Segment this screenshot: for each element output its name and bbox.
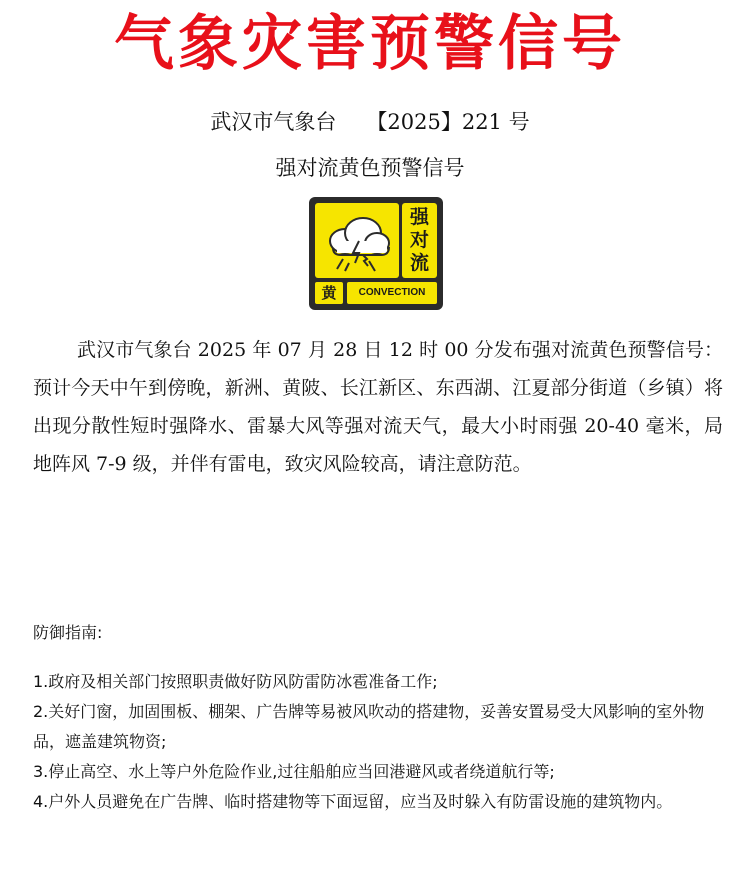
guidance-list — [33, 667, 728, 817]
guidance-item: 2.关好门窗，加固围板、棚架、广告牌等易被风吹动的搭建物，妥善安置易受大风影响的室外物品，遮盖建筑物资; — [33, 702, 705, 751]
issuer-line — [0, 106, 740, 138]
warning-body-text: 武汉市气象台 2025 年 07 月 28 日 12 时 00 分发布强对流黄色预警信号：预计今天中午到傍晚，新洲、黄陂、长江新区、东西湖、江夏部分街道（乡镇）将出现分散性短时强降水、雷暴大风等强对流天气，最大小时雨强 20-40 毫米，局地阵风 7-9 级，并伴有雷电，致灾风险较高，请注意防范。 — [33, 339, 723, 475]
issuer-name: 武汉市气象台 — [210, 110, 337, 134]
icon-char: 强 — [409, 206, 429, 228]
guidance-item: 4.户外人员避免在广告牌、临时搭建物等下面逗留，应当及时躲入有防雷设施的建筑物内。 — [33, 792, 673, 811]
icon-level-label: 黄 — [315, 282, 343, 304]
banner-title: 气象灾害预警信号 — [114, 9, 626, 79]
warning-signal-icon — [309, 197, 443, 310]
icon-char: 对 — [409, 229, 429, 251]
icon-type-characters — [402, 203, 437, 278]
guidance-item: 3.停止高空、水上等户外危险作业,过往船舶应当回港避风或者绕道航行等; — [33, 762, 555, 781]
document-number: 【2025】221 号 — [366, 110, 530, 134]
guidance-item: 1.政府及相关部门按照职责做好防风防雷防冰雹准备工作; — [33, 672, 438, 691]
thunderstorm-cloud-icon — [315, 203, 399, 278]
icon-pictogram-panel — [315, 203, 399, 278]
icon-type-label: CONVECTION — [347, 282, 437, 304]
guidance-heading: 防御指南: — [33, 623, 103, 642]
signal-name: 强对流黄色预警信号 — [275, 156, 465, 180]
icon-char: 流 — [409, 252, 429, 274]
